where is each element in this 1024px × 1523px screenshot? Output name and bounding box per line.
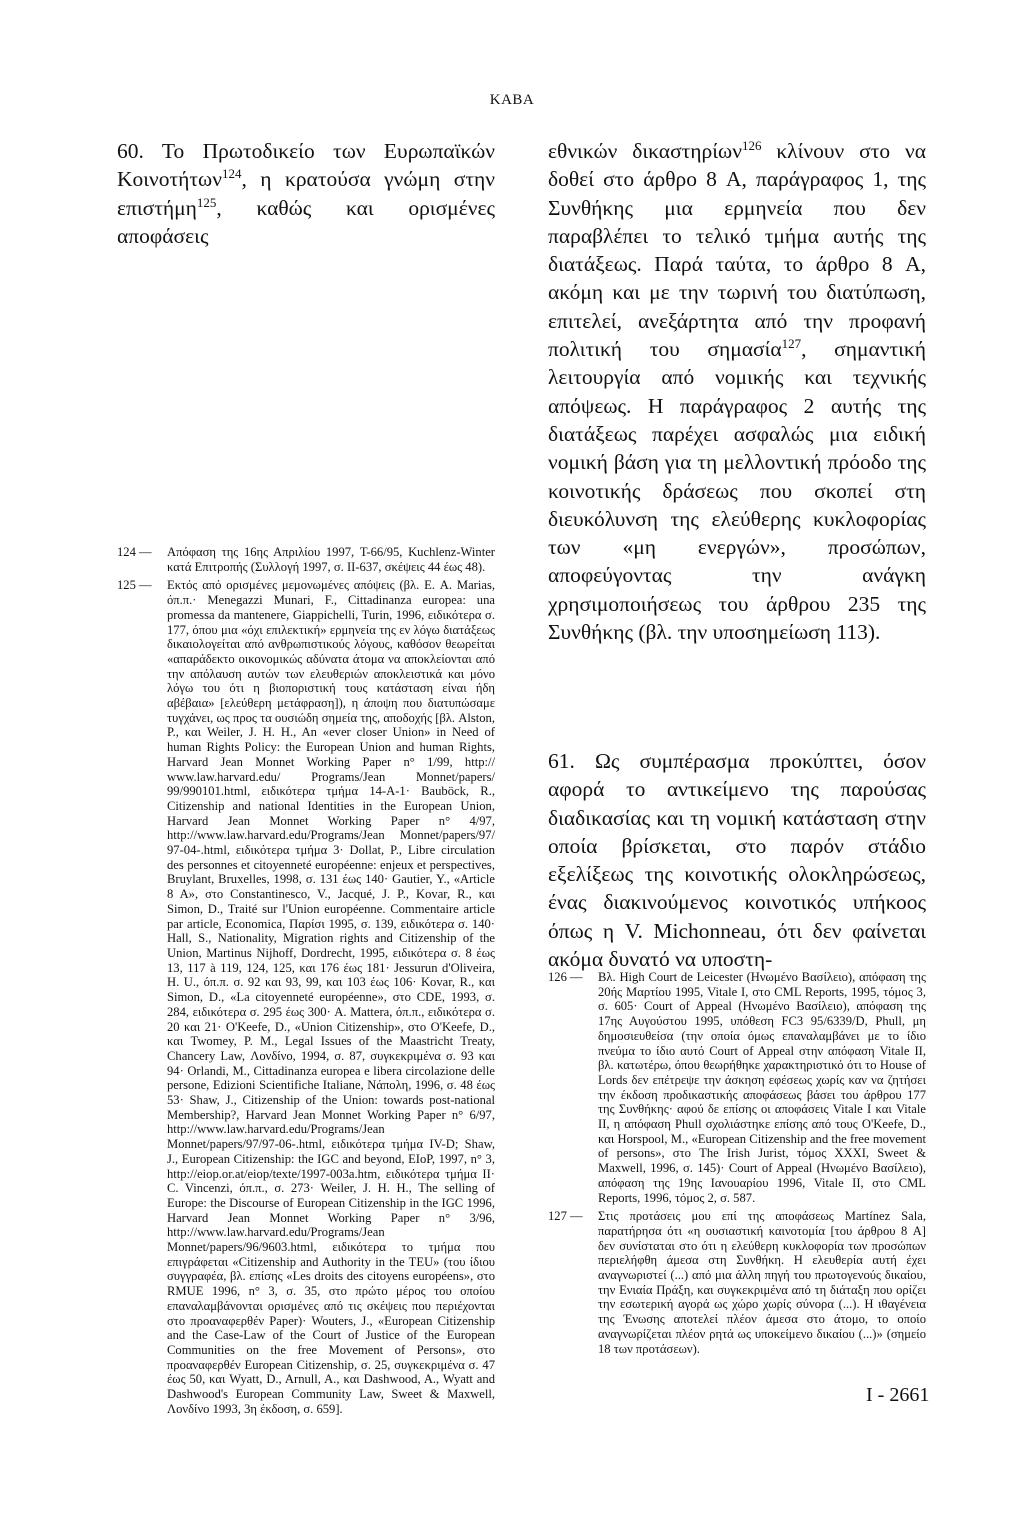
paragraph-text: , σημαντική λειτουργία από νομικής και τεχνικής απόψεως. Η παράγραφος 2 αυτής της διατάξεως παρέχει ασφαλώς μια ειδική νομική βάση για τη μελλοντική πρόοδο της κοινοτικής δράσεως που σκοπεί στη διευκόλυνση της ελεύθερης κυκλοφορίας των «μη ενεργών», προσώπων, αποφεύγοντας την ανάγκη χρησιμοποιήσεως του άρθρου 235 της Συνθήκης (βλ. την υποσημείωση 113). — [548, 337, 926, 645]
running-header: KABA — [489, 92, 535, 108]
paragraph-60-continued — [548, 137, 926, 646]
paragraph-text: , καθώς και ορισμένες αποφάσεις — [117, 195, 495, 248]
paragraph-text: Ως συμπέρασμα προκύπτει, όσον αφορά το αντικείμενο της παρούσας διαδικασίας και τη νομική κατάσταση στην οποία βρίσκεται, στο παρόν στάδιο εξελίξεως της κοινοτικής ολοκληρώσεως, ένας διακινούμενος κοινοτικός υπήκοος όπως η V. Michonneau, ότι δεν φαίνεται ακόμα δυνατό να υποστη- — [548, 749, 926, 972]
page-number: I - 2661 — [866, 1384, 930, 1406]
footnote-126 — [548, 970, 926, 1205]
right-column-para61 — [548, 747, 926, 973]
paragraph-number: 61. — [548, 749, 575, 773]
footnote-text: Απόφαση της 16ης Απριλίου 1997, T-66/95, Kuchlenz-Winter κατά Επιτροπής (Συλλογή 1997, σ. II-637, σκέψεις 44 έως 48). — [167, 545, 495, 574]
footnote-ref-127[interactable]: 127 — [781, 335, 802, 351]
footnote-number: 126 — — [548, 970, 583, 984]
footnote-ref-124[interactable]: 124 — [221, 166, 242, 182]
footnote-number: 124 — — [117, 545, 152, 559]
footnote-text: Εκτός από ορισμένες μεμονωμένες απόψεις (βλ. Ε. A. Marias, όπ.π.· Menegazzi Munari, F., Cittadinanza europea: una promessa da mantenere, Giappichelli, Turin, 1996, ειδικότερα σ. 177, όπου μια «όχι επιλεκτική» ερμηνεία της εν λόγω διατάξεως δικαιολογείται από ανθρωπιστικούς λόγους, καθόσον θεωρείται «απαράδεκτο οικονομικώς αδύνατα άτομα να αποκλείονται από την απόλαυση αυτών των ελευθεριών αποκλειστικά και μόνο λόγω του ότι η βιοποριστική τους κατάσταση είναι ήδη αβέβαια» [ελεύθερη μετάφραση]), η άποψη που διατυπώσαμε τυγχάνει, ως προς τα ουσιώδη σημεία της, αποδοχής [βλ. Alston, P., και Weiler, J. H. H., An «ever closer Union» in Need of human Rights Policy: the European Union and human Rights, Harvard Jean Monnet Working Paper n° 1/99, http:// www.law.harvard.edu/ Programs/Jean Monnet/papers/ 99/990101.html, ειδικότερα τμήμα 14-A-1· Bauböck, R., Citizenship and national Identities in the European Union, Harvard Jean Monnet Working Paper n° 4/97, http://www.law.harvard.edu/Programs/Jean Monnet/papers/97/ 97-04-.html, ειδικότερα τμήμα 3· Dollat, P., Libre circulation des personnes et citoyenneté européenne: enjeux et perspectives, Bruylant, Bruxelles, 1998, σ. 131 έως 140· Gautier, Y., «Article 8 A», στο Constantinesco, V., Jacqué, J. P., Kovar, R., και Simon, D., Traité sur l'Union européenne. Commentaire article par article, Economica, Παρίσι 1995, σ. 139, ειδικότερα σ. 140· Hall, S., Nationality, Migration rights and Citizenship of the Union, Martinus Nijhoff, Dordrecht, 1995, ειδικότερα σ. 8 έως 13, 117 à 119, 124, 125, και 176 έως 181· Jessurun d'Oliveira, H. U., όπ.π. σ. 92 και 93, 99, και 103 έως 106· Kovar, R., και Simon, D., «La citoyenneté européenne», στο CDE, 1993, σ. 284, ειδικότερα σ. 295 έως 300· A. Mattera, όπ.π., ειδικότερα σ. 20 και 21· O'Keefe, D., «Union Citizenship», στο O'Keefe, D., και Twomey, P. M., Legal Issues of the Maastricht Treaty, Chancery Law, Λονδίνο, 1994, σ. 87, συγκεκριμένα σ. 93 και 94· Orlandi, M., Cittadinanza europea e libera circolazione delle persone, Edizioni Scientifiche Italiane, Νάπολη, 1996, σ. 48 έως 53· Shaw, J., Citizenship of the Union: towards post-national Membership?, Harvard Jean Monnet Working Paper n° 6/97, http://www.law.harvard.edu/Programs/Jean Monnet/papers/97/97-06-.html, ειδικότερα τμήμα IV-D; Shaw, J., European Citizenship: the IGC and beyond, EIoP, 1997, n° 3, http://eiop.or.at/eiop/texte/1997-003a.htm, ειδικότερα τμήμα II· C. Vincenzi, όπ.π., σ. 273· Weiler, J. H. H., The selling of Europe: the Discourse of European Citizenship in the IGC 1996, Harvard Jean Monnet Working Paper n° 3/96, http://www.law.harvard.edu/Programs/Jean Monnet/papers/96/9603.html, ειδικότερα το τμήμα που επιγράφεται «Citizenship and Authority in the TEU» (του ίδιου συγγραφέα, βλ. επίσης «Les droits des citoyens européens», στο RMUE 1996, n° 3, σ. 35, στο πρώτο μέρος του οποίου επαναλαμβάνονται ορισμένες από τις σκέψεις που περιέχονται στο προαναφερθέν Paper)· Wouters, J., «European Citizenship and the Case-Law of the Court of Justice of the European Communities on the free Movement of Persons», στο προαναφερθέν European Citizenship, σ. 25, συγκεκριμένα σ. 47 έως 50, και Wyatt, D., Arnull, A., και Dashwood, A., Wyatt and Dashwood's European Community Law, Sweet & Maxwell, Λονδίνο 1993, 3η έκδοση, σ. 659]. — [167, 578, 495, 1416]
paragraph-text: , η κρατούσα γνώμη στην επιστήμη — [117, 167, 495, 220]
right-footnotes — [548, 970, 926, 1360]
footnote-text: Στις προτάσεις μου επί της αποφάσεως Martínez Sala, παρατήρησα ότι «η ουσιαστική καινοτομία [του άρθρου 8 A] δεν συνίσταται στο ότι η ελεύθερη κυκλοφορία των προσώπων περιελήφθη άμεσα στη Συνθήκη. Η ελευθερία αυτή έχει αναγνωριστεί (...) από μια άλλη πηγή του πρωτογενούς δικαίου, την Ενιαία Πράξη, και συγκεκριμένα από τη διάταξη που ορίζει την εσωτερική αγορά ως χώρο χωρίς σύνορα (...). Η ιθαγένεια της Ένωσης αποτελεί πλέον άμεσα στο άτομο, το οποίο αναγνωρίζεται πλέον ρητά ως υποκείμενο δικαίου (...)» (σημείο 18 των προτάσεων). — [598, 1209, 926, 1356]
paragraph-text: Το Πρωτοδικείο των Ευρωπαϊκών Κοινοτήτων — [117, 139, 495, 192]
footnote-124 — [117, 545, 495, 574]
footnote-ref-125[interactable]: 125 — [196, 194, 217, 210]
left-column — [117, 137, 495, 250]
paragraph-60 — [117, 137, 495, 250]
footnote-number: 125 — — [117, 578, 152, 593]
footnote-text: Βλ. High Court de Leicester (Ηνωμένο Βασίλειο), απόφαση της 20ής Μαρτίου 1995, Vitale I, στο CML Reports, 1995, τόμος 3, σ. 605· Court of Appeal (Ηνωμένο Βασίλειο), απόφαση της 17ης Αυγούστου 1995, υπόθεση FC3 95/6339/D, Phull, μη δημοσιευθείσα (την οποία όμως επαναλαμβάνει με το ίδιο πνεύμα το ίδιο αυτό Court of Appeal στην απόφαση Vitale II, βλ. κατωτέρω, όπου θεωρήθηκε χαρακτηριστικό ότι το House of Lords δεν επέτρεψε την άσκηση εφέσεως χωρίς καν να ζητήσει την έκδοση προδικαστικής αποφάσεως βάσει του άρθρου 177 της Συνθήκης· αφού δε επίσης οι αποφάσεις Vitale I και Vitale II, η απόφαση Phull σχολιάστηκε επίσης από τους O'Keefe, D., και Horspool, M., «European Citizenship and the free movement of persons», στο The Irish Jurist, τόμος XXXI, Sweet & Maxwell, 1996, σ. 145)· Court of Appeal (Ηνωμένο Βασίλειο), απόφαση της 19ης Ιανουαρίου 1996, Vitale II, στο CML Reports, 1996, τόμος 2, σ. 587. — [598, 970, 926, 1205]
paragraph-text: εθνικών δικαστηρίων — [548, 139, 742, 163]
right-column — [548, 137, 926, 646]
paragraph-text: κλίνουν στο να δοθεί στο άρθρο 8 A, παράγραφος 1, της Συνθήκης μια ερμηνεία που δεν παραβλέπει το τελικό τμήμα αυτής της διατάξεως. Παρά ταύτα, το άρθρο 8 A, ακόμη και με την τωρινή του διατύπωση, επιτελεί, ανεξάρτητα από την προφανή πολιτική του σημασία — [548, 139, 926, 362]
footnote-127 — [548, 1209, 926, 1356]
footnote-number: 127 — — [548, 1209, 583, 1224]
left-footnotes — [117, 545, 495, 1420]
paragraph-number: 60. — [117, 139, 144, 163]
footnote-ref-126[interactable]: 126 — [741, 137, 762, 153]
footnote-125 — [117, 578, 495, 1416]
paragraph-61 — [548, 747, 926, 973]
